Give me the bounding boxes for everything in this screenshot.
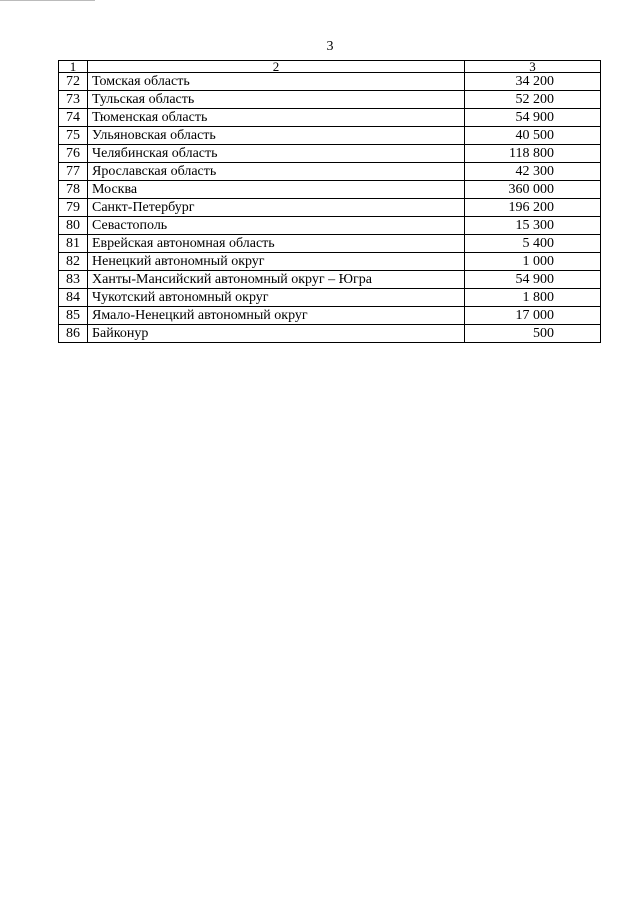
column-header-3: 3 bbox=[465, 61, 601, 73]
row-number: 75 bbox=[59, 127, 88, 145]
row-number: 72 bbox=[59, 73, 88, 91]
region-name: Байконур bbox=[88, 325, 465, 343]
region-value: 54 900 bbox=[465, 271, 601, 289]
region-name: Ямало-Ненецкий автономный округ bbox=[88, 307, 465, 325]
region-name: Челябинская область bbox=[88, 145, 465, 163]
page-number: 3 bbox=[326, 39, 334, 54]
region-value: 1 800 bbox=[465, 289, 601, 307]
table-row bbox=[59, 325, 601, 343]
table-row bbox=[59, 127, 601, 145]
row-number: 78 bbox=[59, 181, 88, 199]
region-value: 15 300 bbox=[465, 217, 601, 235]
region-name: Томская область bbox=[88, 73, 465, 91]
row-number: 81 bbox=[59, 235, 88, 253]
region-name: Санкт-Петербург bbox=[88, 199, 465, 217]
table-row bbox=[59, 163, 601, 181]
region-name: Ханты-Мансийский автономный округ – Югра bbox=[88, 271, 465, 289]
row-number: 83 bbox=[59, 271, 88, 289]
row-number: 74 bbox=[59, 109, 88, 127]
table-row bbox=[59, 145, 601, 163]
region-name: Ненецкий автономный округ bbox=[88, 253, 465, 271]
table-row bbox=[59, 271, 601, 289]
table-row bbox=[59, 289, 601, 307]
region-value: 34 200 bbox=[465, 73, 601, 91]
row-number: 79 bbox=[59, 199, 88, 217]
region-value: 1 000 bbox=[465, 253, 601, 271]
region-value: 360 000 bbox=[465, 181, 601, 199]
region-name: Еврейская автономная область bbox=[88, 235, 465, 253]
region-name: Тюменская область bbox=[88, 109, 465, 127]
region-name: Ярославская область bbox=[88, 163, 465, 181]
region-value: 196 200 bbox=[465, 199, 601, 217]
region-name: Севастополь bbox=[88, 217, 465, 235]
region-name: Москва bbox=[88, 181, 465, 199]
row-number: 76 bbox=[59, 145, 88, 163]
region-value: 118 800 bbox=[465, 145, 601, 163]
region-value: 54 900 bbox=[465, 109, 601, 127]
table-row bbox=[59, 217, 601, 235]
table-row bbox=[59, 253, 601, 271]
column-header-1: 1 bbox=[59, 61, 88, 73]
scan-edge-line bbox=[0, 0, 95, 1]
row-number: 82 bbox=[59, 253, 88, 271]
table-row bbox=[59, 91, 601, 109]
region-value: 500 bbox=[465, 325, 601, 343]
region-value: 42 300 bbox=[465, 163, 601, 181]
column-header-2: 2 bbox=[88, 61, 465, 73]
table-header-row bbox=[59, 61, 601, 73]
region-value: 5 400 bbox=[465, 235, 601, 253]
table-row bbox=[59, 73, 601, 91]
table-row bbox=[59, 181, 601, 199]
region-value: 17 000 bbox=[465, 307, 601, 325]
table-row bbox=[59, 307, 601, 325]
region-name: Тульская область bbox=[88, 91, 465, 109]
row-number: 80 bbox=[59, 217, 88, 235]
region-value: 40 500 bbox=[465, 127, 601, 145]
region-name: Ульяновская область bbox=[88, 127, 465, 145]
row-number: 77 bbox=[59, 163, 88, 181]
table-row bbox=[59, 199, 601, 217]
table-row bbox=[59, 235, 601, 253]
region-name: Чукотский автономный округ bbox=[88, 289, 465, 307]
row-number: 86 bbox=[59, 325, 88, 343]
row-number: 73 bbox=[59, 91, 88, 109]
region-value: 52 200 bbox=[465, 91, 601, 109]
table-row bbox=[59, 109, 601, 127]
row-number: 85 bbox=[59, 307, 88, 325]
row-number: 84 bbox=[59, 289, 88, 307]
region-table bbox=[58, 60, 601, 343]
